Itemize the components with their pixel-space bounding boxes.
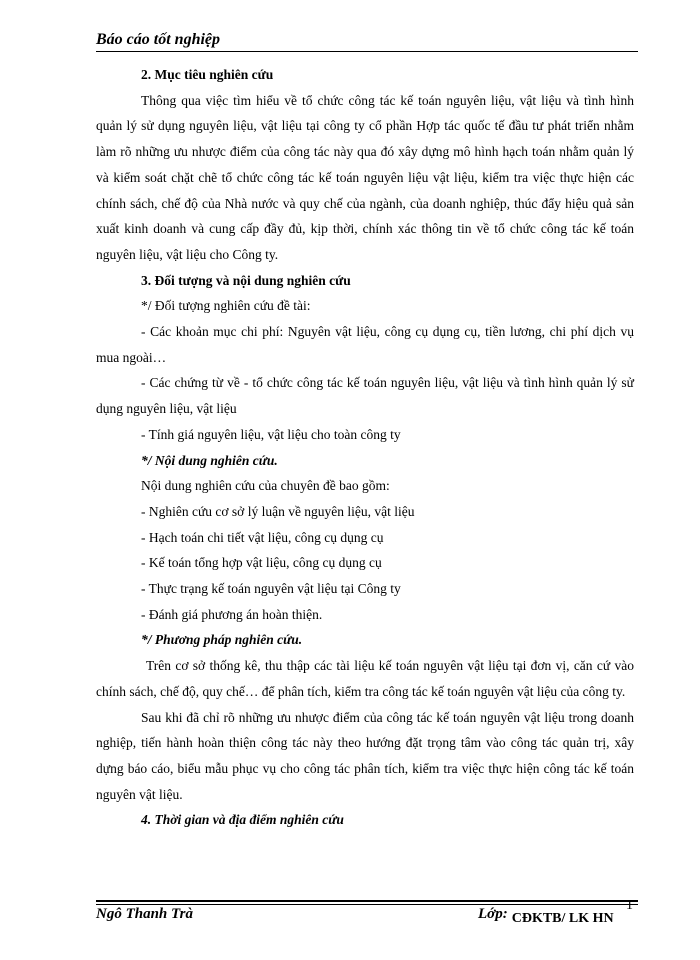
method-paragraph: Sau khi đã chỉ rõ những ưu nhược điểm của công tác kế toán nguyên vật liệu trong doanh nghiệp, tiến hành hoàn thiện công tác này theo hướng đặt trọng tâm vào công tác quản trị, xây dựng báo cáo, biểu mẫu phục vụ cho công tác phân tích, kiểm tra việc thực hiện công tác kế toán nguyên vật liệu. <box>96 709 634 802</box>
method-paragraph: Trên cơ sở thống kê, thu thập các tài liệu kế toán nguyên vật liệu tại đơn vị, căn cứ vào chính sách, chế độ, quy chế… để phân tích, kiểm tra công tác kế toán nguyên vật liệu của công ty. <box>96 658 634 699</box>
section-2-heading: 2. Mục tiêu nghiên cứu <box>141 67 274 82</box>
content-item: - Nghiên cứu cơ sở lý luận về nguyên liệu, vật liệu <box>141 503 415 519</box>
content-item: - Hạch toán chi tiết vật liệu, công cụ dụng cụ <box>141 529 384 545</box>
method-heading: */ Phương pháp nghiên cứu. <box>141 632 303 648</box>
object-item: - Các khoản mục chi phí: Nguyên vật liệu, công cụ dụng cụ, tiền lương, chi phí dịch vụ mua ngoài… <box>96 324 634 365</box>
content-item: - Đánh giá phương án hoàn thiện. <box>141 606 323 622</box>
content-item: - Thực trạng kế toán nguyên vật liệu tại Công ty <box>141 581 401 597</box>
footer-class-label: Lớp: <box>478 906 508 922</box>
footer-class-value: CĐKTB/ LK HN <box>511 911 614 926</box>
section-3-heading: 3. Đối tượng và nội dung nghiên cứu <box>141 272 351 288</box>
header-title: Báo cáo tốt nghiệp <box>96 31 221 48</box>
object-item: - Các chứng từ về - tổ chức công tác kế toán nguyên liệu, vật liệu và tình hình quản lý sử dụng nguyên liệu, vật liệu <box>96 375 634 417</box>
object-item: - Tính giá nguyên liệu, vật liệu cho toàn công ty <box>141 426 401 442</box>
object-label: */ Đối tượng nghiên cứu đề tài: <box>141 298 311 314</box>
document-body <box>96 62 634 833</box>
content-heading: */ Nội dung nghiên cứu. <box>141 452 278 468</box>
content-intro: Nội dung nghiên cứu của chuyên đề bao gồm: <box>141 478 390 494</box>
header-rule <box>96 51 638 52</box>
section-2-paragraph: Thông qua việc tìm hiểu về tổ chức công tác kế toán nguyên liệu, vật liệu và tình hình quản lý sử dụng nguyên liệu, vật liệu tại công ty cổ phần Hợp tác quốc tế đầu tư phát triển nhằm làm rõ những ưu nhược điểm của công tác này qua đó xây dựng mô hình hạch toán nhằm quản lý và kiểm soát chặt chẽ tổ chức công tác kế toán nguyên liệu vật liệu, kiểm tra việc thực hiện các chính sách, chế độ của Nhà nước và quy chế của ngành, của doanh nghiệp, thúc đẩy hiệu quả sản xuất kinh doanh và cung cấp đầy đủ, kịp thời, chính xác thông tin về tổ chức công tác kế toán nguyên liệu, vật liệu cho Công ty. <box>96 92 634 262</box>
footer-rule-thick <box>96 900 638 902</box>
page-number: 1 <box>626 898 633 913</box>
footer-class <box>478 906 614 926</box>
section-4-heading: 4. Thời gian và địa điểm nghiên cứu <box>141 812 344 828</box>
content-item: - Kế toán tổng hợp vật liệu, công cụ dụng cụ <box>141 555 382 571</box>
page-header <box>96 30 638 50</box>
footer-rule-thin <box>96 904 638 905</box>
footer-author: Ngô Thanh Trà <box>96 906 193 922</box>
